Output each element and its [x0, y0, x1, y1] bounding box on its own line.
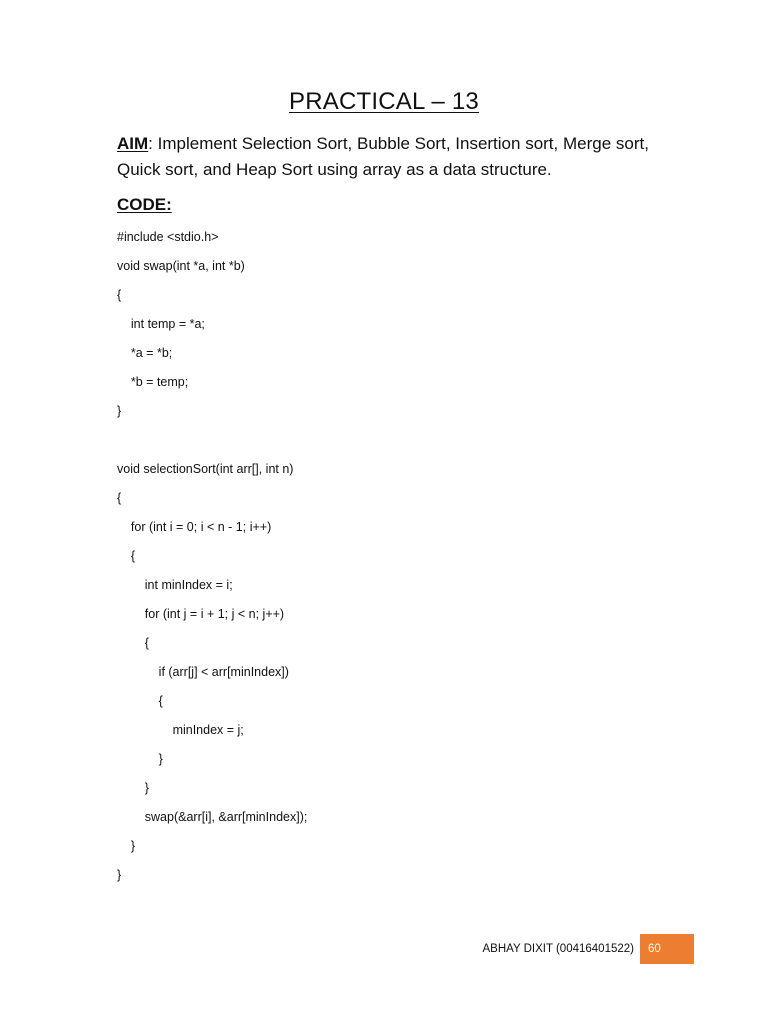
code-line: } — [117, 868, 122, 882]
code-line: void selectionSort(int arr[], int n) — [117, 462, 294, 476]
code-line: } — [117, 839, 136, 853]
code-line: if (arr[j] < arr[minIndex]) — [117, 665, 289, 679]
code-line: for (int j = i + 1; j < n; j++) — [117, 607, 285, 621]
code-line: } — [117, 781, 149, 795]
code-heading: CODE: — [117, 195, 172, 214]
code-line: { — [117, 694, 163, 708]
page-footer — [0, 934, 768, 964]
code-line: int minIndex = i; — [117, 578, 233, 592]
code-line: { — [117, 636, 149, 650]
page-number-badge: 60 — [640, 934, 694, 964]
code-line: void swap(int *a, int *b) — [117, 259, 245, 273]
code-line: } — [117, 752, 163, 766]
code-line: { — [117, 549, 136, 563]
code-line: int temp = *a; — [117, 317, 205, 331]
code-line: minIndex = j; — [117, 723, 244, 737]
code-line: for (int i = 0; i < n - 1; i++) — [117, 520, 272, 534]
code-line: { — [117, 288, 122, 302]
code-line: } — [117, 404, 122, 418]
page-title: PRACTICAL – 13 — [289, 88, 479, 115]
code-block — [117, 223, 307, 890]
code-line: *a = *b; — [117, 346, 173, 360]
aim-text: : Implement Selection Sort, Bubble Sort, Insertion sort, Merge sort, Quick sort, and Heap Sort using array as a data structure. — [117, 134, 649, 179]
code-line: swap(&arr[i], &arr[minIndex]); — [117, 810, 308, 824]
code-line: *b = temp; — [117, 375, 189, 389]
aim-paragraph — [117, 131, 657, 183]
footer-author: ABHAY DIXIT (00416401522) — [482, 943, 634, 955]
code-line — [117, 426, 307, 455]
code-line: #include <stdio.h> — [117, 230, 219, 244]
aim-label: AIM — [117, 134, 149, 153]
code-line: { — [117, 491, 122, 505]
